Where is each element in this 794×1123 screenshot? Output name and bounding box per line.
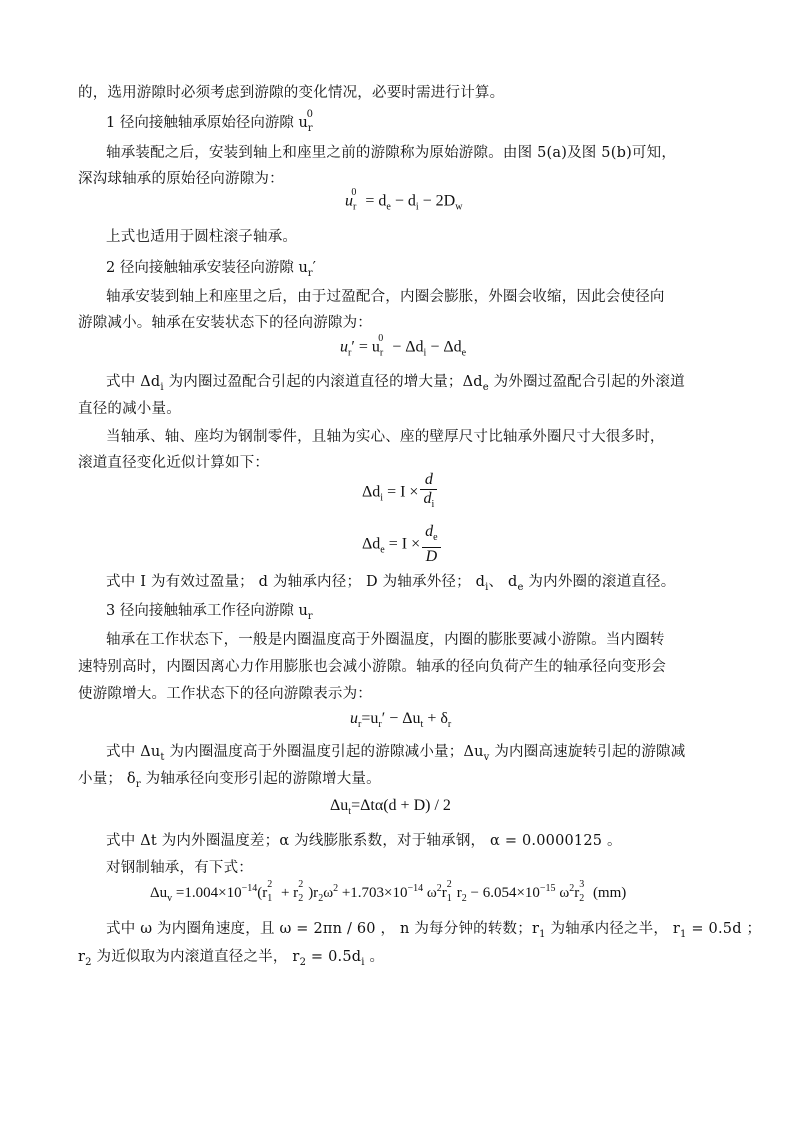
paragraph-line: 式中 I 为有效过盈量； d 为轴承内径； D 为轴承外径； $d_i$、 $d_e$ 为内外圈的滚道直径。 bbox=[106, 574, 676, 593]
paragraph-line: 对钢制轴承，有下式： bbox=[106, 860, 253, 876]
paragraph-line: 使游隙增大。工作状态下的径向游隙表示为： bbox=[78, 686, 372, 702]
section-heading-1: 1 径向接触轴承原始径向游隙 $u_r^0$ bbox=[106, 109, 313, 134]
paragraph-line: 小量； $\delta_r$ 为轴承径向变形引起的游隙增大量。 bbox=[78, 771, 381, 790]
paragraph-line: 轴承装配之后，安装到轴上和座里之前的游隙称为原始游隙。由图 5(a)及图 5(b)可知， bbox=[106, 145, 677, 161]
paragraph-line: 轴承在工作状态下，一般是内圈温度高于外圈温度，内圈的膨胀要减小游隙。当内圈转 bbox=[106, 632, 665, 648]
formula-inner-raceway-change: $\Delta d_i = I$ × $\frac{d}{d_i}$ bbox=[362, 471, 439, 514]
paragraph-line: 轴承安装到轴上和座里之后，由于过盈配合，内圈会膨胀，外圈会收缩，因此会使径向 bbox=[106, 289, 665, 305]
paragraph-line: 深沟球轴承的原始径向游隙为： bbox=[78, 171, 284, 187]
formula-centrifugal-reduction: $\Delta u_v =1.004\times 10^{-14}(r_1^2 + r_2^2)r_2\omega^2 +1.703\times 10^{-14}$ $\omega^2r_1^2r_2 - 6.054\times 10^{-15}$ $\omega^2r_2^3$ (mm) bbox=[150, 879, 627, 904]
paragraph-line: 速特别高时，内圈因离心力作用膨胀也会减小游隙。轴承的径向负荷产生的轴承径向变形会 bbox=[78, 659, 666, 675]
formula-outer-raceway-change: $\Delta d_e = I$ × $\frac{d_e}{D}$ bbox=[362, 523, 443, 566]
section-heading-3: 3 径向接触轴承工作径向游隙 $u_r$ bbox=[106, 603, 313, 622]
paragraph-line: 游隙减小。轴承在安装状态下的径向游隙为： bbox=[78, 315, 372, 331]
formula-original-clearance: $u_r^0 = d_e - d_i - 2D_w$ bbox=[345, 187, 463, 213]
formula-operating-clearance: $u_r=u_r' - \Delta u_t + \delta_r$ bbox=[350, 710, 452, 731]
section-heading-2: 2 径向接触轴承安装径向游隙 $u_r'$ bbox=[106, 260, 316, 279]
paragraph-line: 的，选用游隙时必须考虑到游隙的变化情况，必要时需进行计算。 bbox=[78, 85, 505, 101]
paragraph-line: $r_2$ 为近似取为内滚道直径之半， $r_2 = 0.5d_i$ 。 bbox=[78, 949, 385, 968]
paragraph-line: 式中 Δt 为内外圈温度差；α 为线膨胀系数，对于轴承钢， α = 0.0000125 。 bbox=[106, 833, 622, 849]
paragraph-line: 式中 ω 为内圈角速度，且 ω = 2πn / 60 ， n 为每分钟的转数；$r_1$ 为轴承内径之半， $r_1 = 0.5d$ ； bbox=[106, 921, 762, 940]
paragraph-line: 直径的减小量。 bbox=[78, 401, 181, 417]
formula-thermal-reduction: $\Delta u_t=\Delta t\alpha(d + D) / 2$ bbox=[330, 797, 451, 818]
paragraph-line: 当轴承、轴、座均为钢制零件，且轴为实心、座的壁厚尺寸比轴承外圈尺寸大很多时， bbox=[106, 429, 665, 445]
paragraph-line: 滚道直径变化近似计算如下： bbox=[78, 455, 270, 471]
paragraph-line: 式中 $\Delta d_i$ 为内圈过盈配合引起的内滚道直径的增大量；$\Delta d_e$ 为外圈过盈配合引起的外滚道 bbox=[106, 374, 685, 393]
formula-mounted-clearance: $u_r' = u_r^0 - \Delta d_i - \Delta d_e$ bbox=[340, 333, 467, 359]
paragraph-line: 上式也适用于圆柱滚子轴承。 bbox=[106, 229, 298, 245]
paragraph-line: 式中 $\Delta u_t$ 为内圈温度高于外圈温度引起的游隙减小量；$\Delta u_v$ 为内圈高速旋转引起的游隙减 bbox=[106, 744, 686, 763]
